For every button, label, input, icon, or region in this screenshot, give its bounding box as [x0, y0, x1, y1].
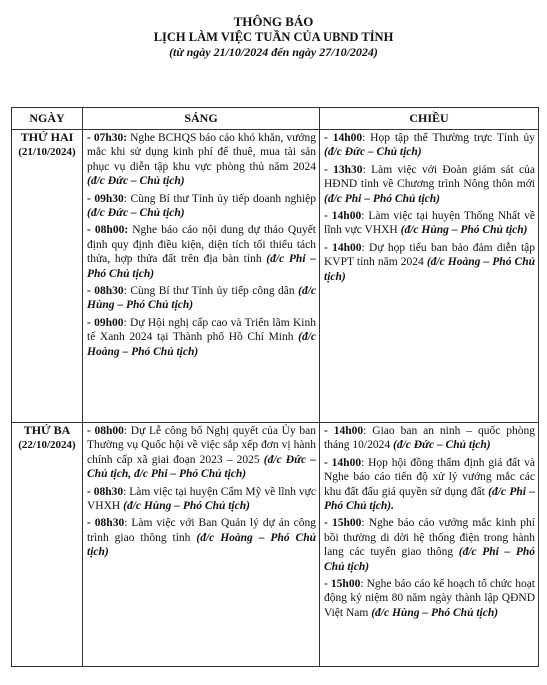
day-cell: [12, 130, 83, 423]
item-time: - 15h00: [324, 578, 361, 591]
item-text: : Làm việc với Đoàn giám sát của HĐND tỉnh về Chương trình Nông thôn mới: [324, 163, 535, 191]
morning-cell: [83, 130, 320, 423]
item-person: (đ/c Hùng – Phó Chủ tịch): [400, 224, 528, 237]
schedule-item: [324, 241, 535, 284]
item-text: : Nghe báo cáo vướng mắc kinh phí bồi thường di dời hệ thống điện trong hành lang các tuyến giao thông: [324, 517, 535, 559]
item-time: - 08h30: [87, 285, 124, 298]
schedule-item: [324, 424, 535, 453]
item-text: : Họp hội đồng thẩm định giá đất và Nghe báo cáo tiến độ xử lý vướng mắc các khu đất đấu giá quyền sử dụng đất: [324, 456, 535, 498]
schedule-item: [324, 163, 535, 206]
item-person: (đ/c Phi – Phó Chủ tịch): [324, 546, 535, 573]
item-person: (đ/c Hùng – Phó Chủ tịch): [123, 500, 250, 513]
item-text: : Nghe báo cáo kế hoạch tổ chức hoạt động kỷ niệm 80 năm ngày thành lập QĐND Việt Nam: [324, 578, 535, 619]
schedule-item: [87, 424, 316, 482]
item-person: (đ/c Hoàng – Phó Chủ tịch): [87, 531, 316, 559]
item-person: (đ/c Hùng – Phó Chủ tịch): [87, 285, 317, 312]
day-cell: [12, 423, 83, 667]
item-person: (đ/c Đức – Chủ tịch): [393, 439, 491, 452]
header-day: NGÀY: [12, 108, 83, 130]
item-time: - 14h00: [324, 210, 362, 223]
schedule-item: [87, 284, 316, 313]
day-date: (21/10/2024): [18, 146, 76, 158]
afternoon-cell: [320, 423, 539, 667]
item-text: : Cùng Bí thư Tỉnh ủy tiếp công dân: [123, 285, 299, 298]
header-afternoon: CHIỀU: [320, 108, 539, 130]
schedule-subtitle: LỊCH LÀM VIỆC TUẦN CỦA UBND TỈNH: [153, 30, 394, 44]
item-text: : Làm việc tại huyện Cẩm Mỹ về lĩnh vực VHXH: [87, 485, 316, 513]
item-person: (đ/c Đức – Chủ tịch): [87, 175, 185, 188]
item-person: (đ/c Phi – Phó Chủ tịch): [87, 253, 316, 280]
notice-title: THÔNG BÁO: [233, 14, 314, 29]
schedule-item: [87, 131, 316, 189]
item-text: Nghe báo cáo nội dung dự thảo Quyết định quy định điều kiện, diện tích tối thiểu tách thửa, hợp thửa đất trên địa bàn tỉnh: [87, 224, 316, 266]
item-text: : Cùng Bí thư Tỉnh ủy tiếp doanh nghiệp: [123, 192, 316, 205]
item-time: - 07h30:: [87, 132, 128, 144]
item-text: : Dự Lễ công bố Nghị quyết của Ủy ban Thường vụ Quốc hội về việc sắp xếp đơn vị hành chính cấp xã giai đoạn 2023 – 2025: [87, 425, 316, 466]
item-text: : Giao ban an ninh – quốc phòng tháng 10/2024: [324, 425, 536, 452]
item-time: - 15h00: [324, 517, 362, 530]
morning-cell: [83, 423, 320, 667]
item-person: (đ/c Phi – Phó Chủ tịch): [324, 192, 440, 205]
header-morning: SÁNG: [83, 108, 320, 130]
schedule-item: [324, 577, 535, 620]
item-time: - 14h00: [324, 241, 362, 254]
schedule-item: [324, 131, 535, 160]
item-text: : Dự họp tiểu ban bảo đảm diễn tập KVPT tỉnh năm 2024: [324, 241, 535, 269]
item-text: Nghe BCHQS báo cáo khó khăn, vướng mắc khi sử dụng kinh phí để thuê, mua tài sản phục vụ diễn tập khu vực phòng thủ năm 2024: [87, 132, 316, 173]
item-time: - 09h00: [87, 316, 124, 329]
item-text: : Họp tập thể Thường trực Tỉnh ủy: [362, 132, 535, 144]
item-person: (đ/c Hoàng – Phó Chủ tịch): [87, 331, 316, 358]
table-header-row: [12, 108, 539, 130]
table-row: [12, 423, 539, 667]
item-person: (đ/c Phi – Phó Chủ tịch).: [324, 485, 535, 513]
item-person: (đ/c Đức – Chủ tịch, đ/c Phi – Phó Chủ tịch): [87, 453, 316, 481]
afternoon-cell: [320, 130, 539, 423]
schedule-item: [87, 485, 316, 514]
item-time: - 09h30: [87, 192, 124, 205]
day-name: THỨ HAI: [20, 130, 74, 144]
schedule-item: [87, 223, 316, 281]
schedule-item: [87, 192, 316, 221]
item-time: - 08h00:: [87, 224, 129, 237]
item-person: (đ/c Hoàng – Phó Chủ tịch): [324, 256, 535, 283]
item-time: - 14h00: [324, 132, 363, 144]
schedule-item: [324, 516, 535, 574]
item-text: : Dự Hội nghị cấp cao và Triển lãm Kinh tế Xanh 2024 tại Thành phố Hồ Chí Minh: [87, 316, 316, 344]
item-text: : Làm việc tại huyện Thống Nhất về lĩnh vực VHXH: [324, 210, 536, 237]
item-time: - 08h30: [87, 485, 124, 498]
schedule-item: [87, 516, 316, 559]
item-time: - 14h00: [324, 425, 364, 437]
item-person: (đ/c Đức – Chủ tịch): [324, 146, 422, 159]
table-row: [12, 130, 539, 423]
day-date: (22/10/2024): [18, 439, 76, 451]
item-time: - 14h00: [324, 456, 362, 469]
item-time: - 13h30: [324, 163, 363, 176]
item-person: (đ/c Hùng – Phó Chủ tịch): [371, 606, 499, 619]
item-time: - 08h00: [87, 425, 124, 437]
date-range: (từ ngày 21/10/2024 đến ngày 27/10/2024): [169, 45, 378, 59]
schedule-item: [324, 209, 535, 238]
document-header: [0, 14, 547, 60]
schedule-table: [11, 107, 539, 667]
schedule-item: [87, 316, 316, 359]
item-text: : Làm việc với Ban Quản lý dự án công trình giao thông tỉnh: [87, 517, 316, 544]
item-time: - 08h30: [87, 517, 125, 530]
item-person: (đ/c Đức – Chủ tịch): [87, 207, 185, 220]
schedule-item: [324, 456, 535, 514]
day-name: THỨ BA: [23, 423, 71, 437]
